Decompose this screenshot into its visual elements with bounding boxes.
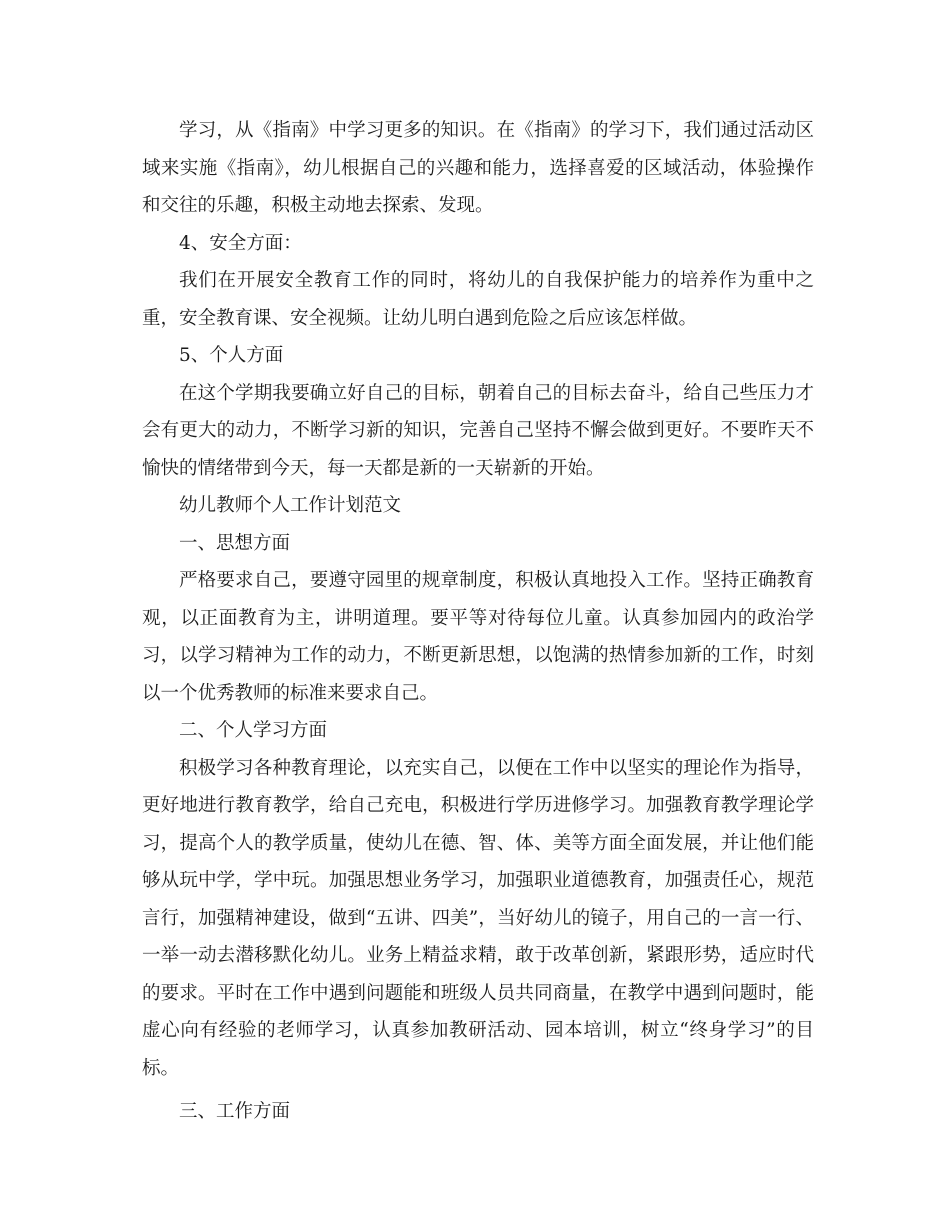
heading-ideology: 一、思想方面 bbox=[179, 532, 291, 554]
paragraph-personal-study: 积极学习各种教育理论，以充实自己，以便在工作中以坚实的理论作为指导，更好地进行教育教学，给自己充电，积极进行学历进修学习。加强教育教学理论学习，提高个人的教学质量，使幼儿在德、智、体、美等方面全面发展，并让他们能够从玩中学，学中玩。加强思想业务学习，加强职业道德教育，加强责任心，规范言行，加强精神建设，做到“五讲、四美”，当好幼儿的镜子，用自己的一言一行、一举一动去潜移默化幼儿。业务上精益求精，敢于改革创新，紧跟形势，适应时代的要求。平时在工作中遇到问题能和班级人员共同商量，在教学中遇到问题时，能虚心向有经验的老师学习，认真参加教研活动、园本培训，树立“终身学习”的目标。 bbox=[142, 757, 814, 1079]
paragraph-ideology: 严格要求自己，要遵守园里的规章制度，积极认真地投入工作。坚持正确教育观，以正面教育为主，讲明道理。要平等对待每位儿童。认真参加园内的政治学习，以学习精神为工作的动力，不断更新思想，以饱满的热情参加新的工作，时刻以一个优秀教师的标准来要求自己。 bbox=[142, 570, 814, 704]
paragraph-personal: 在这个学期我要确立好自己的目标，朝着自己的目标去奋斗，给自己些压力才会有更大的动力，不断学习新的知识，完善自己坚持不懈会做到更好。不要昨天不愉快的情绪带到今天，每一天都是新的一天崭新的开始。 bbox=[142, 382, 814, 479]
document-body bbox=[142, 112, 814, 1131]
heading-personal: 5、个人方面 bbox=[179, 345, 284, 366]
heading-safety: 4、安全方面： bbox=[179, 232, 302, 254]
heading-personal-study: 二、个人学习方面 bbox=[179, 720, 328, 741]
paragraph-intro-continuation: 学习，从《指南》中学习更多的知识。在《指南》的学习下，我们通过活动区域来实施《指南》，幼儿根据自己的兴趣和能力，选择喜爱的区域活动，体验操作和交往的乐趣，积极主动地去探索、发现。 bbox=[142, 120, 814, 216]
section-title: 幼儿教师个人工作计划范文 bbox=[179, 495, 402, 516]
heading-work: 三、工作方面 bbox=[179, 1101, 291, 1122]
paragraph-safety: 我们在开展安全教育工作的同时，将幼儿的自我保护能力的培养作为重中之重，安全教育课、安全视频。让幼儿明白遇到危险之后应该怎样做。 bbox=[142, 270, 814, 329]
